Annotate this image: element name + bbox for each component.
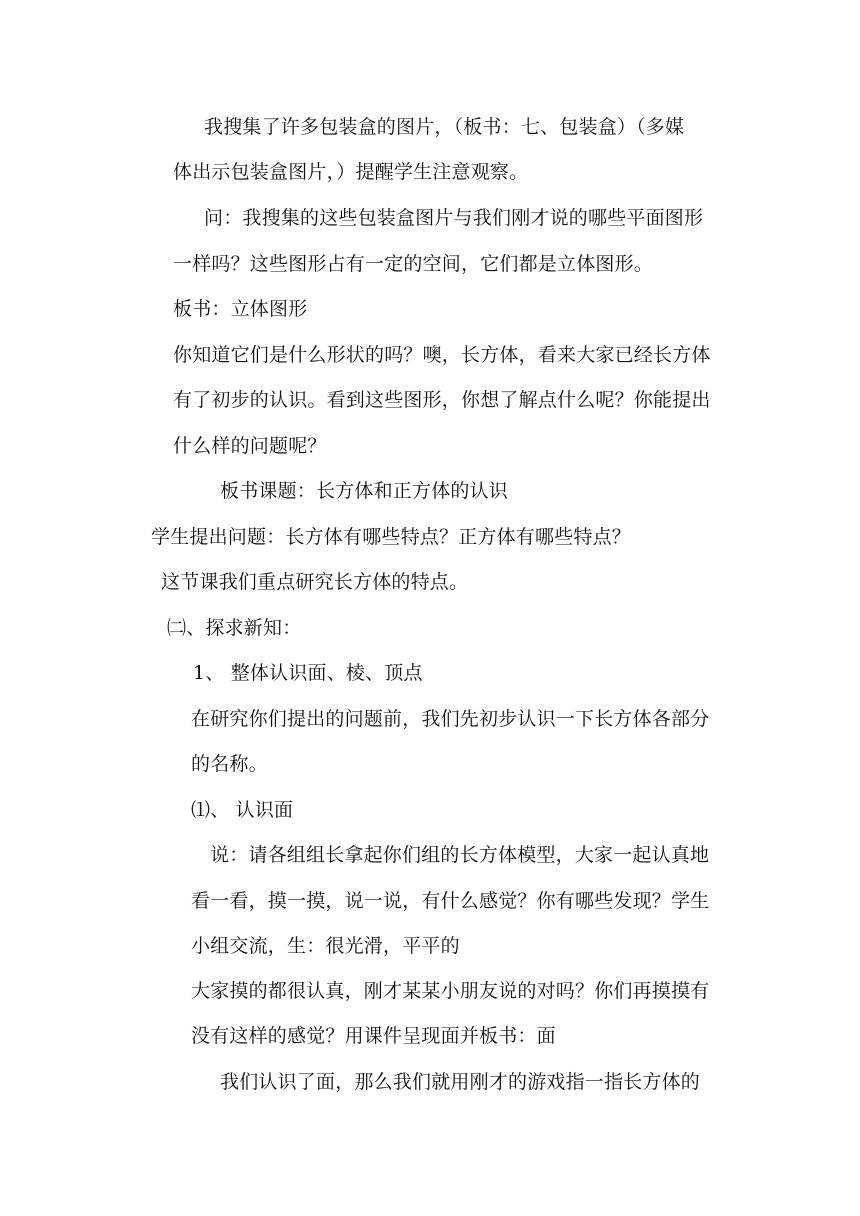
text-line: 的名称。 — [191, 753, 268, 775]
text-line: 问：我搜集的这些包装盒图片与我们刚才说的哪些平面图形 — [204, 207, 704, 229]
text-line: 没有这样的感觉？用课件呈现面并板书：面 — [191, 1025, 556, 1047]
text-line: ⑴、 认识面 — [191, 799, 294, 821]
text-line: 这节课我们重点研究长方体的特点。 — [161, 571, 469, 593]
text-line: 小组交流，生：很光滑，平平的 — [191, 935, 460, 957]
text-line: 你知道它们是什么形状的吗？噢，长方体，看来大家已经长方体 — [173, 344, 711, 366]
text-line: 说：请各组组长拿起你们组的长方体模型，大家一起认真地 — [210, 844, 710, 866]
text-line: 体出示包装盒图片，）提醒学生注意观察。 — [173, 161, 529, 183]
text-line: 大家摸的都很认真，刚才某某小朋友说的对吗？你们再摸摸有 — [191, 980, 710, 1002]
text-line: 板书：立体图形 — [173, 298, 308, 320]
text-line: 一样吗？这些图形占有一定的空间，它们都是立体图形。 — [173, 253, 654, 275]
text-line: 我搜集了许多包装盒的图片，（板书：七、包装盒）（多媒 — [204, 116, 685, 138]
text-line: 板书课题：长方体和正方体的认识 — [220, 480, 509, 502]
text-line: 学生提出问题：长方体有哪些特点？正方体有哪些特点？ — [151, 526, 632, 548]
text-line: 什么样的问题呢？ — [173, 435, 327, 457]
text-line: 我们认识了面，那么我们就用刚才的游戏指一指长方体的 — [220, 1071, 701, 1093]
text-line: 有了初步的认识。看到这些图形，你想了解点什么呢？你能提出 — [173, 389, 711, 411]
text-line: 1、 整体认识面、棱、顶点 — [193, 662, 423, 684]
text-line: ㈡、探求新知： — [167, 617, 302, 639]
text-line: 在研究你们提出的问题前，我们先初步认识一下长方体各部分 — [191, 708, 710, 730]
text-line: 看一看，摸一摸，说一说，有什么感觉？你有哪些发现？学生 — [191, 890, 710, 912]
